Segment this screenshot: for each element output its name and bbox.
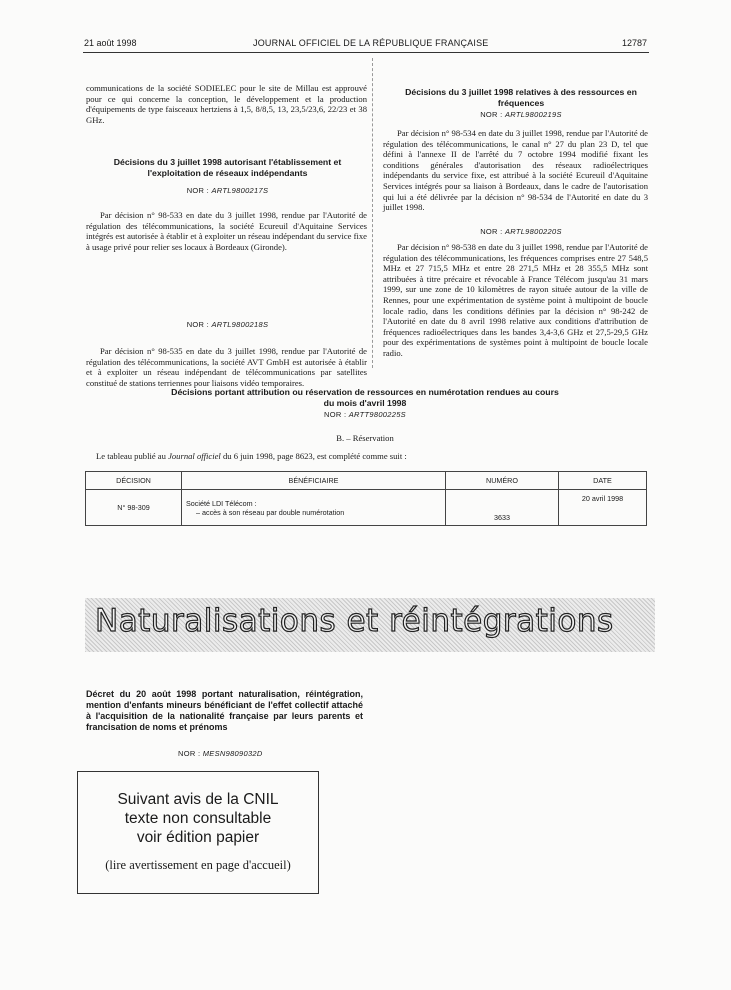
nor-label: NOR :: [178, 749, 201, 758]
nor-label: NOR :: [186, 186, 210, 195]
cell-numero: 3633: [446, 490, 559, 526]
cell-beneficiaire: [182, 490, 446, 526]
decision-paragraph: Par décision n° 98-535 en date du 3 juillet 1998, rendue par l'Autorité de régulation des télécommunications, la société AVT GmbH est autorisée à établir et à exploiter un réseau indépendant de télécommunications par satellites constitué de stations terriennes pour liaisons vidéo temporaires.: [86, 346, 367, 388]
section-title-numerotation: Décisions portant attribution ou réservation de ressources en numérotation rendues au cours du mois d'avril 1998: [171, 387, 559, 408]
cell-date: 20 avril 1998: [559, 490, 647, 526]
intro-paragraph: communications de la société SODIELEC pour le site de Millau est approuvé pour ce qui concerne la conception, le développement et la production d'équipements de type faisceaux hertziens à 1,5, 8/8,5, 13, 23,5/23,6, 22/23 et 38 GHz.: [86, 83, 367, 125]
header-page-number: 12787: [622, 38, 648, 48]
banner-title: Naturalisations et réintégrations: [95, 603, 614, 639]
header-journal-title: JOURNAL OFFICIEL DE LA RÉPUBLIQUE FRANÇAISE: [253, 38, 489, 48]
decision-98-538: [383, 242, 648, 359]
nor-code: ARTT9800225S: [348, 410, 406, 419]
nor-label: NOR :: [324, 410, 347, 419]
column-header-decision: DÉCISION: [86, 472, 182, 490]
table-intro-text: Le tableau publié au: [96, 451, 169, 461]
nor-reference: [178, 749, 263, 758]
column-header-numero: NUMÉRO: [446, 472, 559, 490]
header-date: 21 août 1998: [84, 38, 137, 48]
decision-paragraph: Par décision n° 98-538 en date du 3 juillet 1998, rendue par l'Autorité de régulation des télécommunications, les fréquences comprises entre 27 548,5 MHz et 27 715,5 MHz et entre 28 271,5 MHz et 28 355,5 MHz sont attribuées à titre précaire et révocable à France Télécom jusqu'au 31 mars 1999, sur une zone de 10 kilomètres de rayon située autour de la ville de Rennes, pour une expérimentation de système point à multipoint de boucle locale radio, dans les conditions définies par la décision n° 98-242 de l'Autorité en date du 8 avril 1998 relative aux conditions d'attribution de fréquences radioélectriques dans les bandes 3,4-3,6 GHz et 27,5-29,5 GHz pour des expérimentations de systèmes point à multipoint de boucle locale radio.: [383, 242, 648, 358]
column-header-date: DATE: [559, 472, 647, 490]
table-intro-text: du 6 juin 1998, page 8623, est complété comme suit :: [220, 451, 407, 461]
cell-decision: N° 98-309: [86, 490, 182, 526]
nor-reference: [390, 110, 652, 119]
nor-code: ARTL9800220S: [504, 227, 562, 236]
decision-paragraph: Par décision n° 98-534 en date du 3 juillet 1998, rendue par l'Autorité de régulation des télécommunications, le canal n° 27 du plan 23 D, tel que défini à l'annexe II de l'arrêté du 7 octobre 1994 modifié fixant les conditions générales d'autorisation des réseaux radioélectriques indépendants du service fixe, est attribué à la société Ecureuil d'Aquitaine Services intégrés pour sa liaison à Bordeaux, dans le cadre de l'autorisation qui lui a été délivrée par la décision n° 98-534 de l'Autorité en date du 3 juillet 1998.: [383, 128, 648, 213]
header-rule: [83, 52, 649, 53]
table-intro: [96, 451, 646, 461]
nor-code: ARTL9800218S: [211, 320, 269, 329]
nor-label: NOR :: [480, 227, 503, 236]
column-header-beneficiaire: BÉNÉFICIAIRE: [182, 472, 446, 490]
decision-98-535: [86, 346, 367, 388]
cnil-line-2: texte non consultable: [124, 810, 272, 827]
decision-paragraph: Par décision n° 98-533 en date du 3 juillet 1998, rendue par l'Autorité de régulation des télécommunications, la société Ecureuil d'Aquitaine Services intégrés est autorisée à établir et à exploiter un réseau indépendant du service fixe à usage privé pour relier ses locaux à Bordeaux (Gironde).: [86, 210, 367, 252]
reservation-table: [85, 471, 647, 526]
nor-reference: [170, 410, 560, 419]
section-title-frequences: Décisions du 3 juillet 1998 relatives à des ressources en fréquences: [405, 87, 637, 108]
nor-label: NOR :: [480, 110, 503, 119]
journal-officiel-ref: Journal officiel: [168, 451, 221, 461]
beneficiary-name: Société LDI Télécom :: [186, 498, 257, 508]
nor-code: ARTL9800219S: [504, 110, 562, 119]
cnil-notice-box: [77, 771, 319, 894]
table-row: [86, 490, 647, 526]
nor-reference: [390, 227, 652, 236]
decision-98-533: [86, 210, 367, 252]
nor-code: ARTL9800217S: [211, 186, 269, 195]
decision-98-534: [383, 128, 648, 213]
nor-reference: [90, 320, 365, 329]
beneficiary-detail: – accès à son réseau par double numérotation: [196, 507, 345, 517]
cnil-line-3: voir édition papier: [136, 829, 260, 846]
cnil-line-1: Suivant avis de la CNIL: [117, 791, 279, 808]
left-column: [86, 83, 367, 125]
nor-code: MESN9809032D: [202, 749, 263, 758]
subsection-reservation: B. – Réservation: [336, 433, 394, 443]
section-banner: [85, 598, 655, 652]
table-header-row: [86, 472, 647, 490]
section-title-reseaux: Décisions du 3 juillet 1998 autorisant l'établissement et l'exploitation de réseaux indépendants: [113, 157, 342, 178]
nor-label: NOR :: [186, 320, 210, 329]
decree-title: Décret du 20 août 1998 portant naturalisation, réintégration, mention d'enfants mineurs bénéficiant de l'effet collectif attaché à l'acquisition de la nationalité française par leurs parents et francisation de noms et prénoms: [86, 689, 363, 732]
cnil-line-4: (lire avertissement en page d'accueil): [105, 858, 291, 872]
nor-reference: [90, 186, 365, 195]
column-divider: [372, 58, 373, 368]
